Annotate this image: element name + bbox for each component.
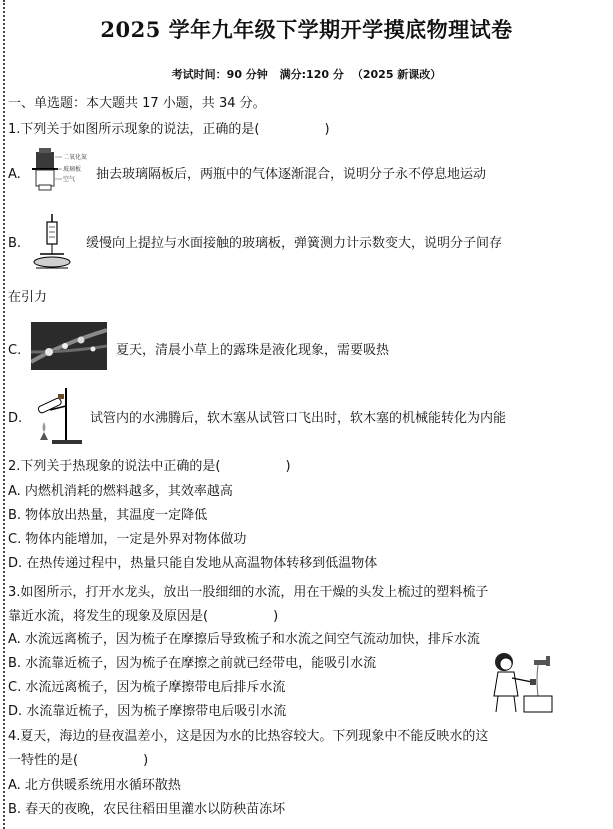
- q1-option-d-text: 试管内的水沸腾后，软木塞从试管口飞出时，软木塞的机械能转化为内能: [90, 411, 507, 426]
- dew-drop: [78, 337, 85, 344]
- lower-bottle-neck: [39, 185, 51, 190]
- upper-bottle-neck: [39, 148, 51, 153]
- q4-stem-line2: 一特性的是( ): [8, 753, 149, 768]
- girl-leg: [496, 696, 498, 712]
- q1-option-b-continued: 在引力: [8, 290, 48, 305]
- q1-option-a-text: 抽去玻璃隔板后，两瓶中的气体逐渐混合，说明分子永不停息地运动: [96, 167, 487, 182]
- faucet-pipe: [546, 656, 550, 666]
- exam-info: [0, 66, 613, 82]
- q2-option-b: B. 物体放出热量，其温度一定降低: [8, 508, 208, 523]
- exam-edition: （2025 新课改）: [351, 68, 442, 81]
- q3-option-d: D. 水流靠近梳子，因为梳子摩擦带电后吸引水流: [8, 704, 287, 719]
- dew-drop: [91, 347, 96, 352]
- figure-label-glass: 玻璃板: [63, 166, 82, 173]
- girl-face: [500, 658, 512, 670]
- test-tube: [37, 397, 62, 413]
- upper-bottle-nitrogen-dioxide: [36, 152, 54, 168]
- q1-option-b-text: 缓慢向上提拉与水面接触的玻璃板，弹簧测力计示数变大，说明分子间存: [86, 236, 503, 251]
- stand-base: [52, 440, 82, 444]
- comb: [530, 679, 536, 685]
- q1-option-c-text: 夏天，清晨小草上的露珠是液化现象，需要吸热: [116, 343, 390, 358]
- q3-option-b: B. 水流靠近梳子，因为梳子在摩擦之前就已经带电，能吸引水流: [8, 656, 377, 671]
- dew-drop: [45, 348, 53, 356]
- q2-option-c: C. 物体内能增加，一定是外界对物体做功: [8, 532, 247, 547]
- lower-bottle-air: [36, 170, 54, 186]
- cork-stopper: [58, 394, 64, 399]
- section-heading: 一、单选题：本大题共 17 小题，共 34 分。: [8, 96, 266, 111]
- exam-time: 考试时间：90 分钟: [171, 68, 268, 81]
- spring-scale-figure: [30, 212, 80, 274]
- water-stream: [537, 665, 538, 696]
- water-basin: [34, 257, 70, 267]
- figure-label-no2: 二氧化氮: [63, 154, 88, 161]
- exam-score: 满分:120 分: [279, 68, 344, 81]
- gas-diffusion-figure: [28, 146, 94, 202]
- q1-option-d-label: D.: [8, 411, 23, 426]
- q2-stem: 2.下列关于热现象的说法中正确的是( ): [8, 459, 291, 474]
- q3-option-c: C. 水流远离梳子，因为梳子摩擦带电后排斥水流: [8, 680, 286, 695]
- dew-drop: [62, 343, 68, 349]
- q1-option-a-label: A.: [8, 167, 21, 182]
- q4-option-b: B. 春天的夜晚，农民往稻田里灌水以防秧苗冻坏: [8, 802, 286, 817]
- q2-option-a: A. 内燃机消耗的燃料越多，其效率越高: [8, 484, 233, 499]
- dew-on-grass-photo: [31, 322, 107, 370]
- q1-option-c-label: C.: [8, 343, 22, 358]
- q3-stem-line2: 靠近水流，将发生的现象及原因是( ): [8, 609, 279, 624]
- photo-background: [31, 322, 107, 370]
- girl-leg: [514, 696, 516, 712]
- alcohol-lamp: [40, 432, 48, 440]
- flame: [43, 422, 46, 432]
- comb-water-stream-figure: [488, 650, 556, 716]
- figure-label-air: 空气: [63, 176, 76, 183]
- q3-option-a: A. 水流远离梳子，因为梳子在摩擦后导致梳子和水流之间空气流动加快，排斥水流: [8, 632, 480, 647]
- q4-stem-line1: 4.夏天，海边的昼夜温差小，这是因为水的比热容较大。下列现象中不能反映水的这: [8, 729, 489, 744]
- q2-option-d: D. 在热传递过程中，热量只能自发地从高温物体转移到低温物体: [8, 556, 378, 571]
- page-title: 2025 学年九年级下学期开学摸底物理试卷: [100, 17, 513, 42]
- q1-stem: 1.下列关于如图所示现象的说法，正确的是( ): [8, 122, 330, 137]
- test-tube-heating-figure: [30, 384, 88, 446]
- spring-scale-body: [47, 222, 57, 244]
- q3-stem-line1: 3.如图所示，打开水龙头，放出一股细细的水流，用在干燥的头发上梳过的塑料梳子: [8, 585, 489, 600]
- sink: [524, 696, 552, 712]
- q1-option-b-label: B.: [8, 236, 22, 251]
- q4-option-a: A. 北方供暖系统用水循环散热: [8, 778, 181, 793]
- girl-body: [494, 672, 518, 696]
